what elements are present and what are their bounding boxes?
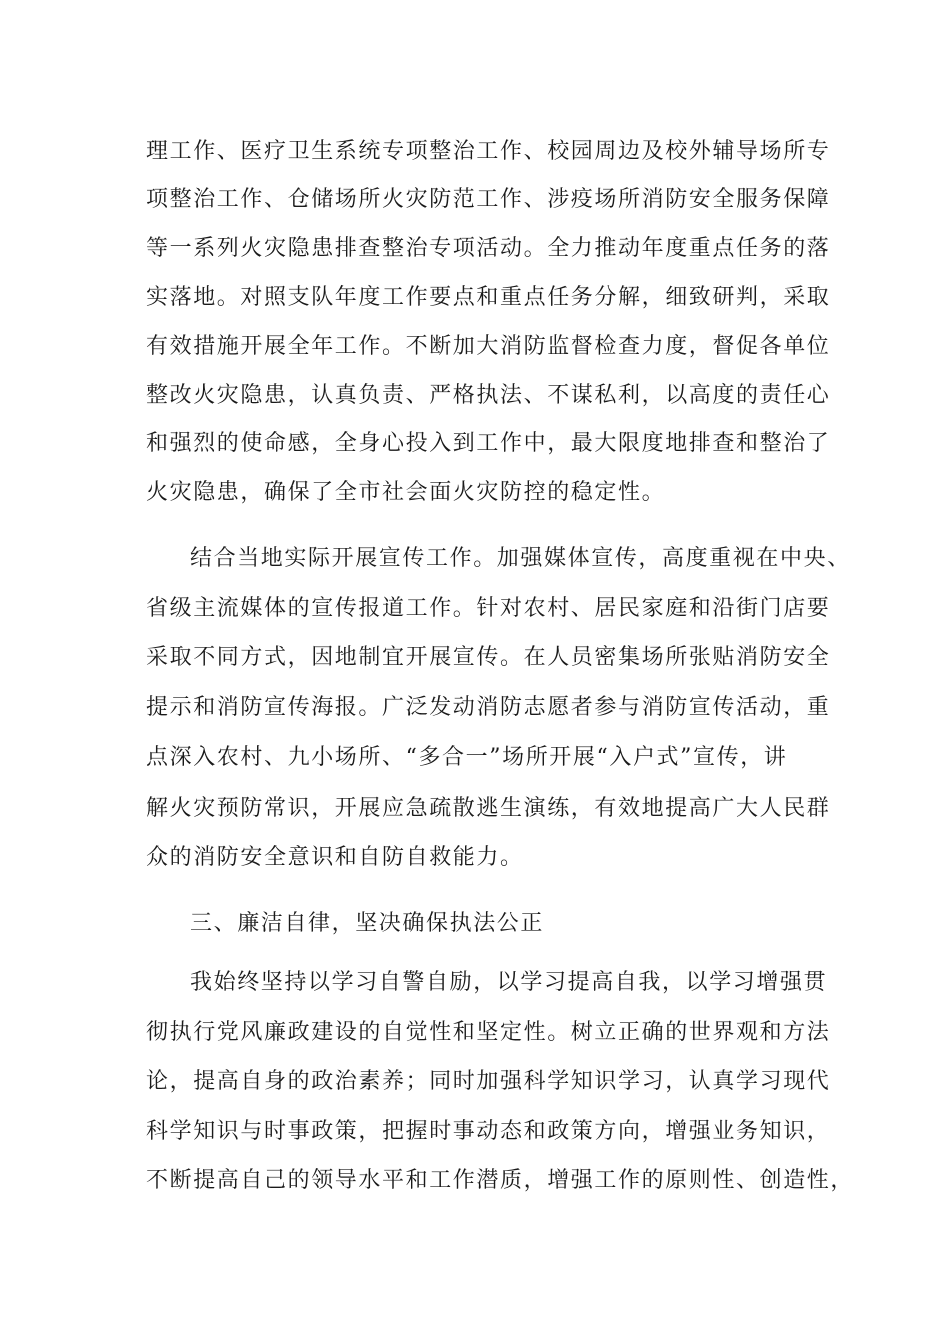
text-line: 众的消防安全意识和自防自救能力。 bbox=[146, 845, 524, 870]
text-line: 解火灾预防常识，开展应急疏散逃生演练，有效地提高广大人民群 bbox=[146, 796, 831, 821]
text-line: 等一系列火灾隐患排查整治专项活动。全力推动年度重点任务的落 bbox=[146, 236, 831, 261]
text-line: 采取不同方式，因地制宜开展宣传。在人员密集场所张贴消防安全 bbox=[146, 645, 831, 670]
text-line: 有效措施开展全年工作。不断加大消防监督检查力度，督促各单位 bbox=[146, 334, 831, 359]
text-line: 和强烈的使命感，全身心投入到工作中，最大限度地排查和整治了 bbox=[146, 431, 831, 456]
text-line: 我始终坚持以学习自警自励，以学习提高自我，以学习增强贯 bbox=[190, 970, 828, 995]
section-heading: 三、廉洁自律，坚决确保执法公正 bbox=[190, 911, 545, 936]
text-line: 彻执行党风廉政建设的自觉性和坚定性。树立正确的世界观和方法 bbox=[146, 1020, 831, 1045]
text-line: 论，提高自身的政治素养；同时加强科学知识学习，认真学习现代 bbox=[146, 1069, 831, 1094]
text-line: 理工作、医疗卫生系统专项整治工作、校园周边及校外辅导场所专 bbox=[146, 139, 831, 164]
text-line: 不断提高自己的领导水平和工作潜质，增强工作的原则性、创造性， bbox=[146, 1168, 855, 1193]
text-line: 结合当地实际开展宣传工作。加强媒体宣传，高度重视在中央、 bbox=[190, 546, 851, 571]
text-line: 项整治工作、仓储场所火灾防范工作、涉疫场所消防安全服务保障 bbox=[146, 187, 831, 212]
text-line: 提示和消防宣传海报。广泛发动消防志愿者参与消防宣传活动，重 bbox=[146, 695, 831, 720]
text-line: 火灾隐患，确保了全市社会面火灾防控的稳定性。 bbox=[146, 480, 666, 505]
text-line: 实落地。对照支队年度工作要点和重点任务分解，细致研判，采取 bbox=[146, 285, 831, 310]
text-line: 省级主流媒体的宣传报道工作。针对农村、居民家庭和沿街门店要 bbox=[146, 596, 831, 621]
text-line: 点深入农村、九小场所、“多合一”场所开展“入户式”宣传，讲 bbox=[146, 745, 788, 770]
text-line: 整改火灾隐患，认真负责、严格执法、不谋私利，以高度的责任心 bbox=[146, 383, 831, 408]
text-line: 科学知识与时事政策，把握时事动态和政策方向，增强业务知识， bbox=[146, 1119, 831, 1144]
